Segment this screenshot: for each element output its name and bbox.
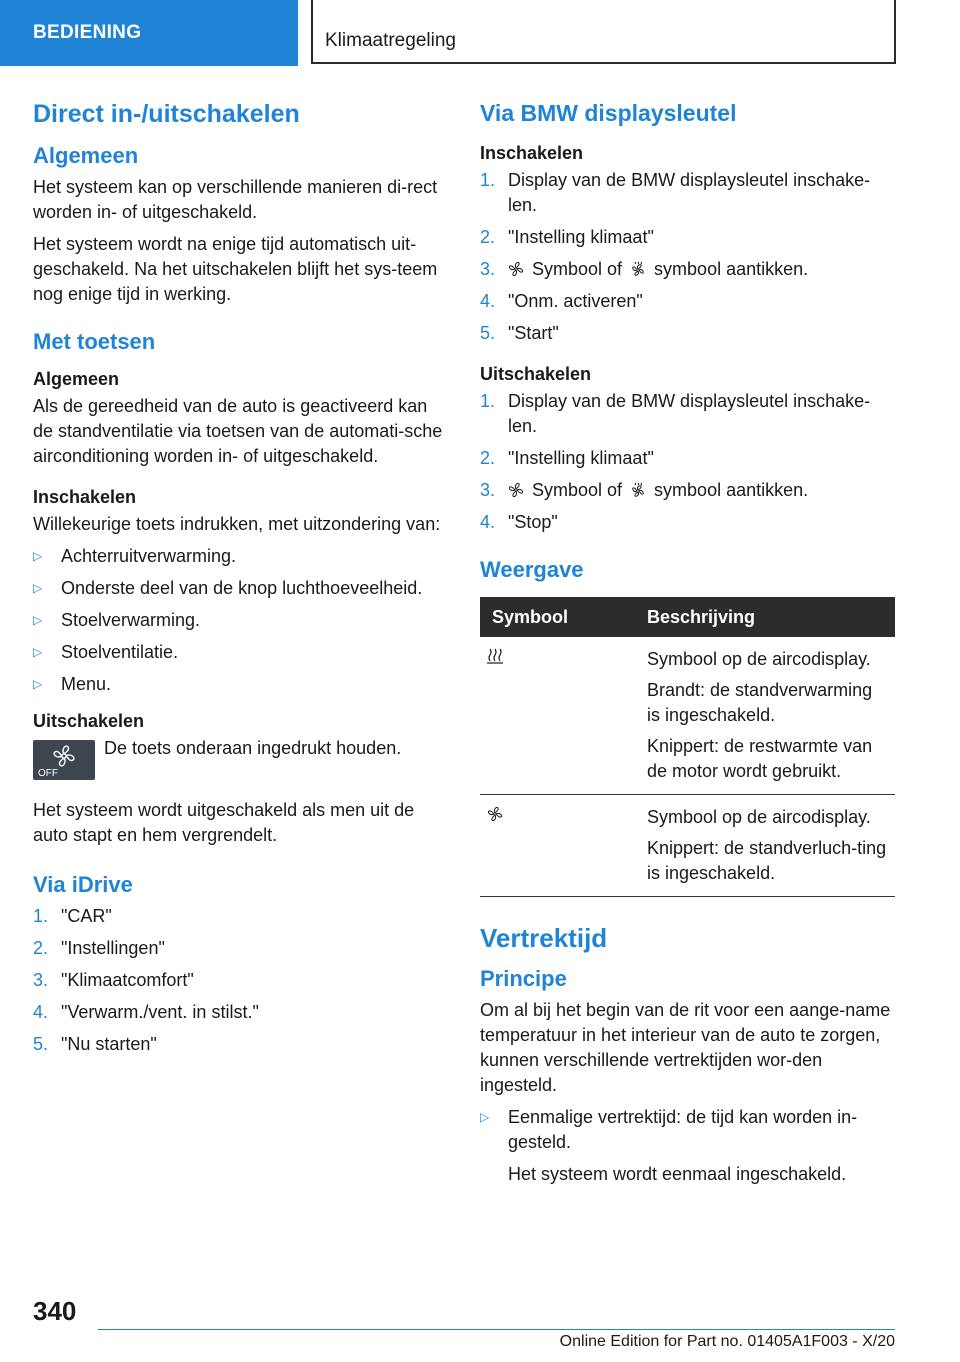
step-item: 3. "Klimaatcomfort" [33,970,194,990]
subheading: Inschakelen [480,143,584,163]
paragraph: De toets onderaan ingedrukt houden. [104,738,402,758]
table-header-row [480,597,895,637]
step-item: 3. Symbool of symbool aantikken. [480,480,809,500]
left-column [33,100,448,1071]
off-steps [480,389,895,535]
subheading: Algemeen [33,369,120,389]
list-item: ▷ Onderste deel van de knop luchthoeveelheid. [33,576,448,601]
triangle-bullet-icon: ▷ [33,677,43,691]
triangle-bullet-icon: ▷ [33,645,43,659]
section-heading: Direct in-/uitschakelen [33,100,300,128]
step-item: 3. Symbool of symbool aantikken. [480,259,809,279]
page-header [0,0,960,66]
page-number: 340 [33,1296,77,1326]
column-header-symbool: Symbool [480,597,641,637]
fan-icon [508,261,524,277]
chapter-title: Klimaatregeling [311,0,896,64]
met-toetsen-heading: Met toetsen [33,329,156,354]
vertrektijd-heading: Vertrektijd [480,923,608,953]
step-item: 5. "Start" [480,323,559,343]
footer-divider [98,1329,895,1330]
step-item: 5. "Nu starten" [33,1034,157,1054]
off-instruction [33,736,448,784]
subheading: Uitschakelen [33,711,145,731]
triangle-bullet-icon: ▷ [33,581,43,595]
principe-heading: Principe [480,966,567,991]
paragraph: Het systeem wordt uitgeschakeld als men uit de auto stapt en hem vergrendelt. [33,800,415,845]
step-item: 4. "Stop" [480,512,558,532]
symbol-table [480,597,895,897]
paragraph: Het systeem wordt na enige tijd automatisch uit-geschakeld. Na het uitschakelen blijft het sys-teem nog enige tijd in werking. [33,234,438,304]
right-column [480,100,895,1201]
list-item: ▷ Stoelventilatie. [33,640,448,665]
step-item: 2. "Instellingen" [33,938,165,958]
heated-fan-icon [630,261,646,277]
paragraph: Als de gereedheid van de auto is geactiveerd kan de standventilatie via toetsen van de automati-sche airconditioning worden in- of uitgeschakeld. [33,396,443,466]
algemeen-heading: Algemeen [33,143,139,168]
fan-off-button-icon [33,740,95,780]
list-item: ▷ Menu. [33,672,448,697]
triangle-bullet-icon: ▷ [33,613,43,627]
subheading: Inschakelen [33,487,137,507]
idrive-steps [33,904,448,1057]
column-header-beschrijving: Beschrijving [641,597,895,637]
subheading: Uitschakelen [480,364,592,384]
fan-icon [33,740,95,780]
vertrektijd-list [480,1105,895,1187]
table-row: Symbool op de aircodisplay. Knippert: de standverluch-ting is ingeschakeld. [480,795,895,897]
section-title: BEDIENING [0,0,298,66]
heated-fan-icon [630,482,646,498]
heater-icon [486,647,504,665]
step-item: 4. "Onm. activeren" [480,291,643,311]
paragraph: Het systeem kan op verschillende manieren di-rect worden in- of uitgeschakeld. [33,177,438,222]
list-item: ▷ Achterruitverwarming. [33,544,448,569]
exception-list [33,544,448,697]
fan-icon [486,805,504,823]
triangle-bullet-icon: ▷ [480,1110,490,1124]
on-steps [480,168,895,346]
list-item: ▷ Eenmalige vertrektijd: de tijd kan worden in-gesteld. Het systeem wordt eenmaal ingeschakeld. [480,1107,858,1184]
step-item: 1. Display van de BMW displaysleutel inschake-len. [480,170,871,215]
edition-note: Online Edition for Part no. 01405A1F003 - X/20 [559,1333,895,1350]
paragraph: Willekeurige toets indrukken, met uitzondering van: [33,514,441,534]
idrive-heading: Via iDrive [33,872,133,897]
list-item: ▷ Stoelverwarming. [33,608,448,633]
fan-icon [508,482,524,498]
step-item: 1. Display van de BMW displaysleutel inschake-len. [480,391,871,436]
paragraph: Om al bij het begin van de rit voor een aange-name temperatuur in het interieur van de auto te zorgen, kunnen verschillende vertrektijden wor-den ingesteld. [480,1000,891,1095]
bmw-key-heading: Via BMW displaysleutel [480,100,737,126]
step-item: 2. "Instelling klimaat" [480,448,654,468]
weergave-heading: Weergave [480,557,584,582]
table-row: Symbool op de aircodisplay. Brandt: de standverwarming is ingeschakeld. Knippert: de restwarmte van de motor wordt gebruikt. [480,637,895,795]
svg-text:OFF: OFF [38,768,58,779]
triangle-bullet-icon: ▷ [33,549,43,563]
step-item: 2. "Instelling klimaat" [480,227,654,247]
step-item: 1. "CAR" [33,906,112,926]
step-item: 4. "Verwarm./vent. in stilst." [33,1002,259,1022]
